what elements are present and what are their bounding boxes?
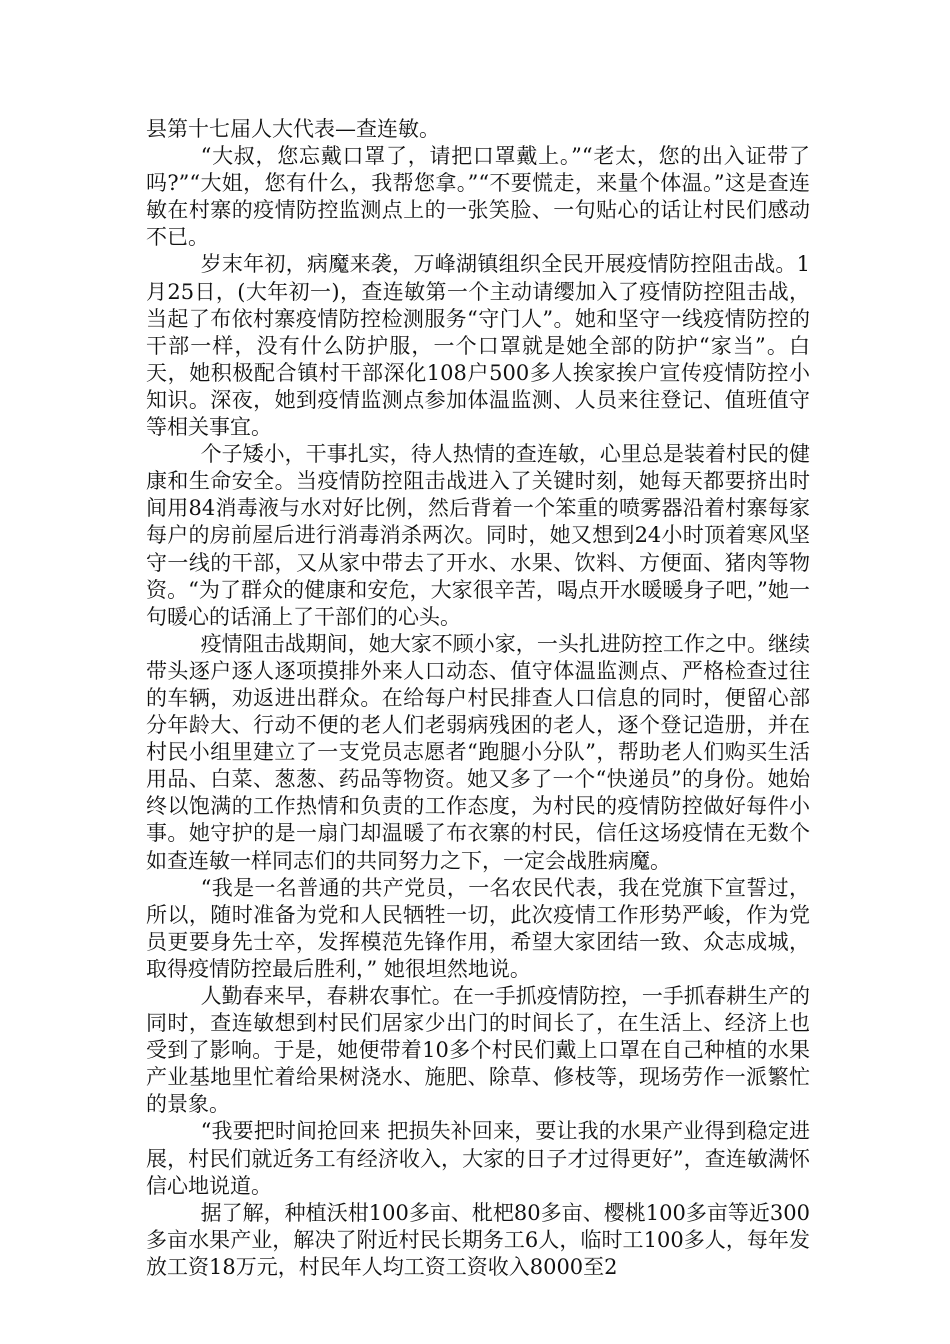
paragraph-intro-line: 县第十七届人大代表—查连敏。	[146, 117, 440, 141]
paragraph-epidemic-start: 岁末年初，病魔来袭，万峰湖镇组织全民开展疫情防控阻击战。1月25日，(大年初一)，查连敏第一个主动请缨加入了疫情防控阻击战，当起了布依村寨疫情防控检测服务“守门人”。她和坚守一线疫情防控的干部一样，没有什么防护服，一个口罩就是她全部的防护“家当”。白天，她积极配合镇村干部深化108户500多人挨家挨户宣传疫情防控小知识。深夜，她到疫情监测点参加体温监测、人员来往登记、值班值守等相关事宜。	[146, 252, 810, 440]
paragraph-disinfection: 个子矮小，干事扎实，待人热情的查连敏，心里总是装着村民的健康和生命安全。当疫情防控阻击战进入了关键时刻，她每天都要挤出时间用84消毒液与水对好比例，然后背着一个笨重的喷雾器沿着村寨每家每户的房前屋后进行消毒消杀两次。同时，她又想到24小时顶着寒风坚守一线的干部，又从家中带去了开水、水果、饮料、方便面、猪肉等物资。“为了群众的健康和安危，大家很辛苦，喝点开水暖暖身子吧，”她一句暖心的话涌上了干部们的心头。	[146, 442, 810, 629]
paragraph-fruit-industry-quote: “我要把时间抢回来 把损失补回来，要让我的水果产业得到稳定进展，村民们就近务工有经济收入，大家的日子才过得更好”，查连敏满怀信心地说道。	[146, 1119, 810, 1198]
paragraph-greetings: “大叔，您忘戴口罩了，请把口罩戴上。”“老太，您的出入证带了吗?”“大姐，您有什么，我帮您拿。”“不要慌走，来量个体温。”这是查连敏在村寨的疫情防控监测点上的一张笑脸、一句贴心的话让村民们感动不已。	[146, 144, 810, 250]
paragraph-industry-stats: 据了解，种植沃柑100多亩、枇杷80多亩、樱桃100多亩等近300多亩水果产业，解决了附近村民长期务工6人，临时工100多人，每年发放工资18万元，村民年人均工资工资收入8000至2	[146, 1200, 810, 1279]
paragraph-volunteer-team: 疫情阻击战期间，她大家不顾小家，一头扎进防控工作之中。继续带头逐户逐人逐项摸排外来人口动态、值守体温监测点、严格检查过往的车辆，劝返进出群众。在给每户村民排查人口信息的同时，便留心部分年龄大、行动不便的老人们老弱病残困的老人，逐个登记造册，并在村民小组里建立了一支党员志愿者“跑腿小分队”，帮助老人们购买生活用品、白菜、葱葱、药品等物资。她又多了一个“快递员”的身份。她始终以饱满的工作热情和负责的工作态度，为村民的疫情防控做好每件小事。她守护的是一扇门却温暖了布衣寨的村民，信任这场疫情在无数个如查连敏一样同志们的共同努力之下，一定会战胜病魔。	[146, 631, 810, 873]
paragraph-spring-farming: 人勤春来早，春耕农事忙。在一手抓疫情防控，一手抓春耕生产的同时，查连敏想到村民们居家少出门的时间长了，在生活上、经济上也受到了影响。于是，她便带着10多个村民们戴上口罩在自己种植的水果产业基地里忙着给果树浇水、施肥、除草、修枝等，现场劳作一派繁忙的景象。	[146, 984, 810, 1117]
paragraph-party-oath-quote: “我是一名普通的共产党员，一名农民代表，我在党旗下宣誓过，所以，随时准备为党和人民牺牲一切，此次疫情工作形势严峻，作为党员更要身先士卒，发挥模范先锋作用，希望大家团结一致、众志成城，取得疫情防控最后胜利，” 她很坦然地说。	[146, 875, 810, 981]
article-body	[146, 116, 810, 1281]
